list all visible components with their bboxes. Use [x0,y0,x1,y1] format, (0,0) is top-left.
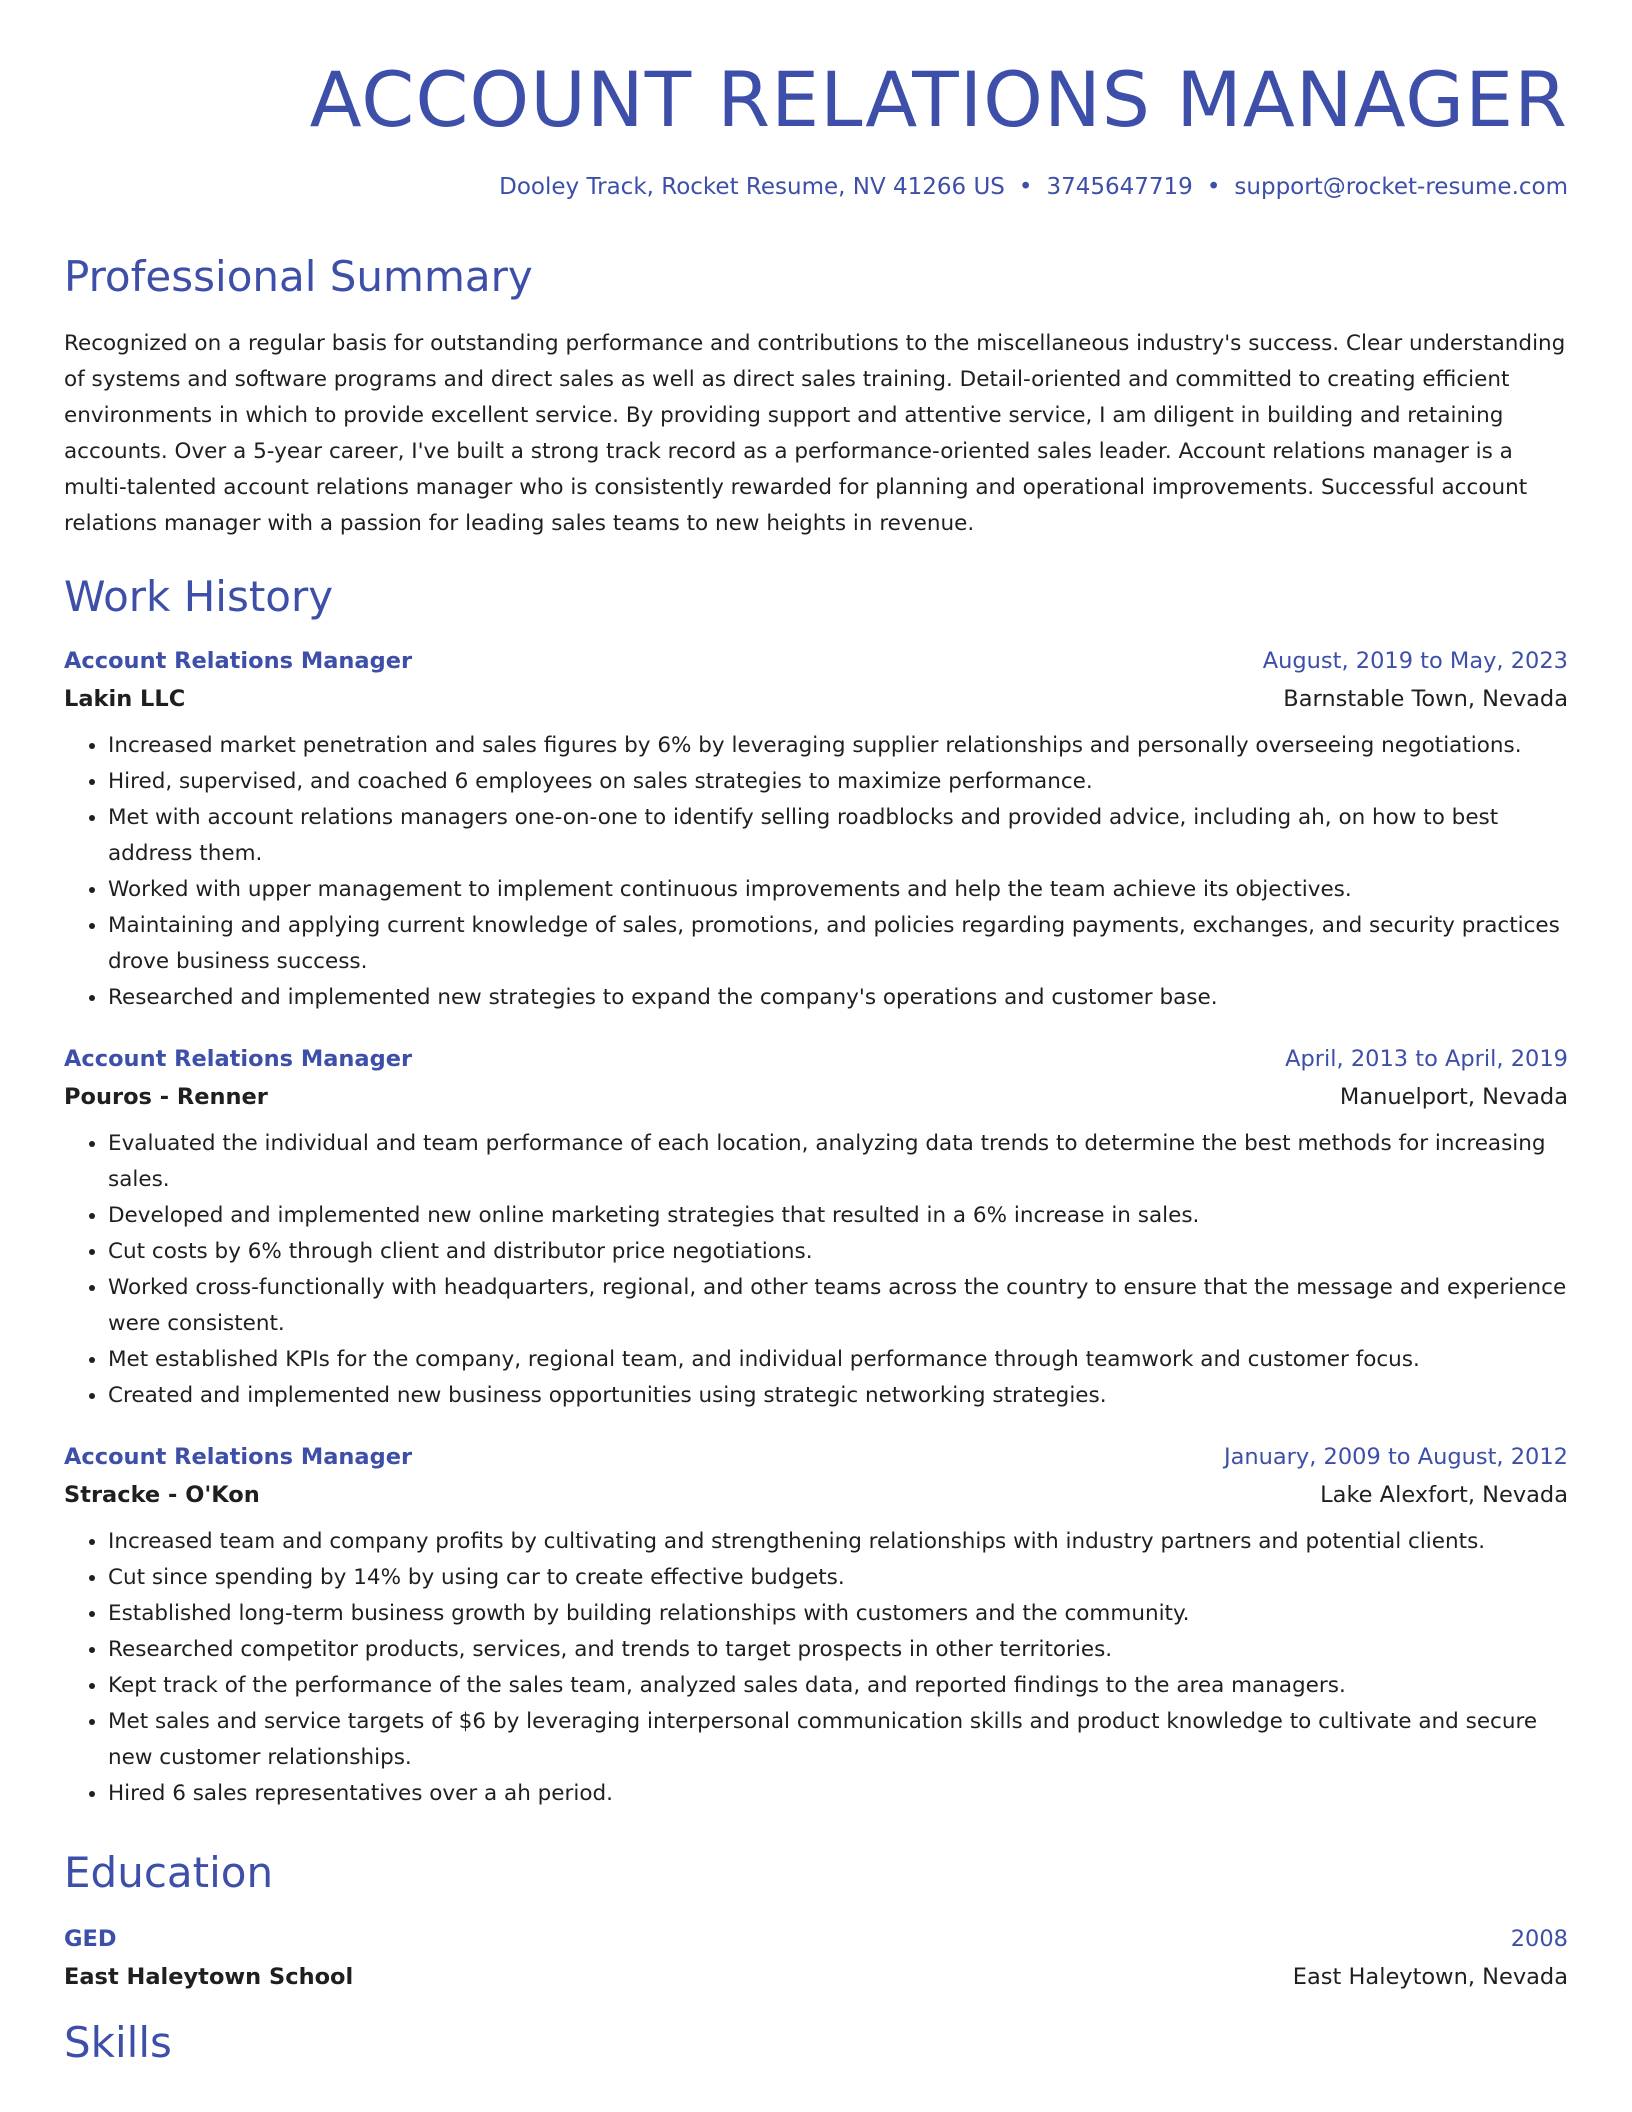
summary-text: Recognized on a regular basis for outstanding performance and contributions to the miscellaneous industry's success. Clear understanding of systems and software programs and direct sales as well as direct sales training. Detail-oriented and committed to creating efficient environments in which to provide excellent service. By providing support and attentive service, I am diligent in building and retaining accounts. Over a 5-year career, I've built a strong track record as a performance-oriented sales leader. Account relations manager is a multi-talented account relations manager who is consistently rewarded for planning and operational improvements. Successful account relations manager with a passion for leading sales teams to new heights in revenue. [64,331,1566,536]
job-bullet: • Met established KPIs for the company, regional team, and individual performance through teamwork and customer focus. [108,1342,1568,1378]
section-title-skills: Skills [64,2018,172,2067]
education-location: East Haleytown, Nevada [1292,1964,1568,1990]
work-history-list [64,648,1568,1812]
job-company-row [64,1482,1568,1508]
job-role: Account Relations Manager [64,648,413,674]
job-dates: April, 2013 to April, 2019 [1285,1046,1568,1072]
job-bullet-list [64,728,1568,1016]
job-company: Stracke - O'Kon [64,1482,260,1508]
section-title-education: Education [64,1848,274,1897]
job-dates: August, 2019 to May, 2023 [1262,648,1568,674]
contact-email: support@rocket-resume.com [1234,174,1568,200]
job-bullet: • Created and implemented new business opportunities using strategic networking strategies. [108,1378,1568,1414]
job-bullet: • Met sales and service targets of $6 by leveraging interpersonal communication skills and product knowledge to cultivate and secure new customer relationships. [108,1704,1568,1776]
contact-phone: 3745647719 [1046,174,1193,200]
education-year: 2008 [1510,1926,1568,1952]
job-entry [64,1444,1568,1812]
job-company-row [64,686,1568,712]
job-bullet: • Increased team and company profits by cultivating and strengthening relationships with industry partners and potential clients. [108,1524,1568,1560]
section-title-work-history: Work History [64,572,334,621]
contact-address: Dooley Track, Rocket Resume, NV 41266 US [499,174,1005,200]
resume-page [64,0,1568,2067]
job-bullet: • Evaluated the individual and team performance of each location, analyzing data trends to determine the best methods for increasing sales. [108,1126,1568,1198]
job-entry [64,648,1568,1016]
job-bullet: • Developed and implemented new online marketing strategies that resulted in a 6% increase in sales. [108,1198,1568,1234]
resume-name-heading: ACCOUNT RELATIONS MANAGER [309,55,1568,144]
job-bullet: • Cut since spending by 14% by using car to create effective budgets. [108,1560,1568,1596]
job-bullet: • Researched competitor products, services, and trends to target prospects in other territories. [108,1632,1568,1668]
job-company: Lakin LLC [64,686,186,712]
job-entry [64,1046,1568,1414]
job-header-row [64,1444,1568,1470]
job-bullet: • Maintaining and applying current knowledge of sales, promotions, and policies regarding payments, exchanges, and security practices drove business success. [108,908,1568,980]
education-degree: GED [64,1926,117,1952]
job-company-row [64,1084,1568,1110]
job-role: Account Relations Manager [64,1046,413,1072]
job-bullet: • Cut costs by 6% through client and distributor price negotiations. [108,1234,1568,1270]
job-location: Barnstable Town, Nevada [1283,686,1568,712]
job-location: Manuelport, Nevada [1339,1084,1568,1110]
job-location: Lake Alexfort, Nevada [1320,1482,1568,1508]
education-entry [64,1926,1568,1990]
job-company: Pouros - Renner [64,1084,268,1110]
contact-separator: • [1206,174,1221,200]
job-bullet-list [64,1126,1568,1414]
contact-separator: • [1018,174,1033,200]
job-dates: January, 2009 to August, 2012 [1223,1444,1568,1470]
education-school: East Haleytown School [64,1964,354,1990]
job-header-row [64,648,1568,674]
job-bullet: • Kept track of the performance of the sales team, analyzed sales data, and reported findings to the area managers. [108,1668,1568,1704]
section-title-summary: Professional Summary [64,252,533,301]
job-bullet: • Worked cross-functionally with headquarters, regional, and other teams across the country to ensure that the message and experience were consistent. [108,1270,1568,1342]
job-header-row [64,1046,1568,1072]
contact-line [64,174,1568,200]
job-bullet: • Hired 6 sales representatives over a ah period. [108,1776,1568,1812]
job-bullet: • Hired, supervised, and coached 6 employees on sales strategies to maximize performance. [108,764,1568,800]
job-bullet: • Worked with upper management to implement continuous improvements and help the team achieve its objectives. [108,872,1568,908]
job-bullet: • Researched and implemented new strategies to expand the company's operations and customer base. [108,980,1568,1016]
job-bullet: • Established long-term business growth by building relationships with customers and the community. [108,1596,1568,1632]
job-bullet-list [64,1524,1568,1812]
job-bullet: • Met with account relations managers one-on-one to identify selling roadblocks and provided advice, including ah, on how to best address them. [108,800,1568,872]
job-role: Account Relations Manager [64,1444,413,1470]
job-bullet: • Increased market penetration and sales figures by 6% by leveraging supplier relationships and personally overseeing negotiations. [108,728,1568,764]
